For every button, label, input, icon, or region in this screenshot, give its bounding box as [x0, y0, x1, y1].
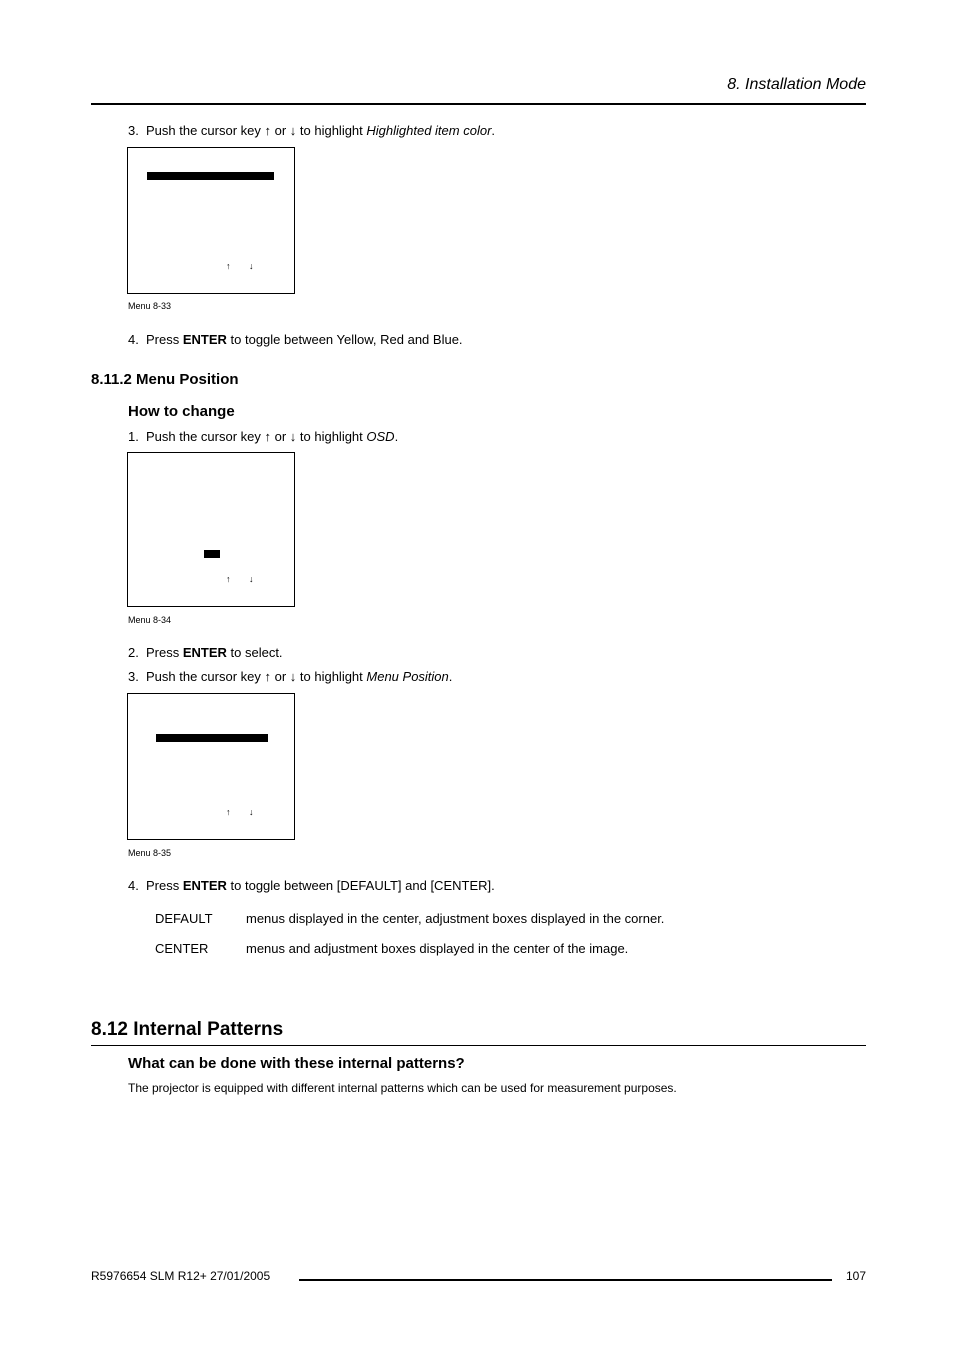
step-text-end: to select.: [226, 645, 283, 660]
menu-8-34-screen: [127, 452, 295, 607]
highlight-bar: [156, 734, 268, 742]
step-text: Press: [146, 645, 183, 660]
step-2-select: [128, 645, 283, 661]
enter-key-label: ENTER: [182, 332, 227, 347]
down-arrow-icon: ↓: [249, 574, 254, 584]
step-4-toggle-position: [128, 878, 495, 894]
footer-doc-info: R5976654 SLM R12+ 27/01/2005: [91, 1269, 271, 1283]
down-arrow-icon: ↓: [249, 261, 254, 271]
up-arrow-icon: ↑: [226, 261, 231, 271]
internal-patterns-question: What can be done with these internal patterns?: [128, 1055, 465, 1072]
step-1-highlight-osd: [128, 429, 398, 445]
highlight-bar: [204, 550, 220, 558]
step-text-end: .: [394, 429, 399, 444]
step-text: Push the cursor key ↑ or ↓ to highlight: [146, 669, 367, 684]
step-3-highlight-item-color: [128, 123, 495, 139]
step-number: 3.: [128, 669, 139, 684]
step-emphasis: OSD: [366, 429, 395, 444]
step-text-end: .: [448, 669, 453, 684]
option-center-description: menus and adjustment boxes displayed in the center of the image.: [246, 941, 629, 956]
chapter-title: 8.12 Internal Patterns: [91, 1019, 284, 1040]
header-rule: [91, 103, 866, 105]
footer-rule: [299, 1279, 832, 1281]
how-to-change-heading: How to change: [128, 403, 235, 420]
step-3-highlight-menu-position: [128, 669, 452, 685]
up-arrow-icon: ↑: [226, 807, 231, 817]
option-default-description: menus displayed in the center, adjustment boxes displayed in the corner.: [246, 911, 665, 926]
page-number: 107: [845, 1269, 866, 1283]
step-text-end: to toggle between [DEFAULT] and [CENTER].: [226, 878, 495, 893]
highlight-bar: [147, 172, 274, 180]
chapter-header-title: 8. Installation Mode: [727, 76, 866, 93]
step-number: 2.: [128, 645, 139, 660]
section-title: 8.11.2 Menu Position: [91, 371, 239, 388]
step-number: 4.: [128, 878, 139, 893]
step-number: 1.: [128, 429, 139, 444]
step-text: Push the cursor key ↑ or ↓ to highlight: [146, 123, 367, 138]
up-arrow-icon: ↑: [226, 574, 231, 584]
down-arrow-icon: ↓: [249, 807, 254, 817]
enter-key-label: ENTER: [182, 878, 227, 893]
step-text-end: .: [491, 123, 496, 138]
step-number: 3.: [128, 123, 139, 138]
menu-caption: Menu 8-35: [128, 848, 172, 858]
option-center-key: CENTER: [155, 941, 209, 956]
internal-patterns-paragraph: The projector is equipped with different internal patterns which can be used for measurement purposes.: [128, 1081, 677, 1095]
step-emphasis: Menu Position: [366, 669, 449, 684]
enter-key-label: ENTER: [182, 645, 227, 660]
step-4-toggle-color: [128, 332, 463, 348]
step-text-end: to toggle between Yellow, Red and Blue.: [226, 332, 463, 347]
step-number: 4.: [128, 332, 139, 347]
menu-caption: Menu 8-33: [128, 301, 172, 311]
step-emphasis: Highlighted item color: [366, 123, 492, 138]
menu-caption: Menu 8-34: [128, 615, 172, 625]
chapter-rule: [91, 1045, 866, 1046]
option-default-key: DEFAULT: [155, 911, 213, 926]
menu-8-33-screen: [127, 147, 295, 294]
step-text: Push the cursor key ↑ or ↓ to highlight: [146, 429, 367, 444]
menu-8-35-screen: [127, 693, 295, 840]
step-text: Press: [146, 878, 183, 893]
step-text: Press: [146, 332, 183, 347]
